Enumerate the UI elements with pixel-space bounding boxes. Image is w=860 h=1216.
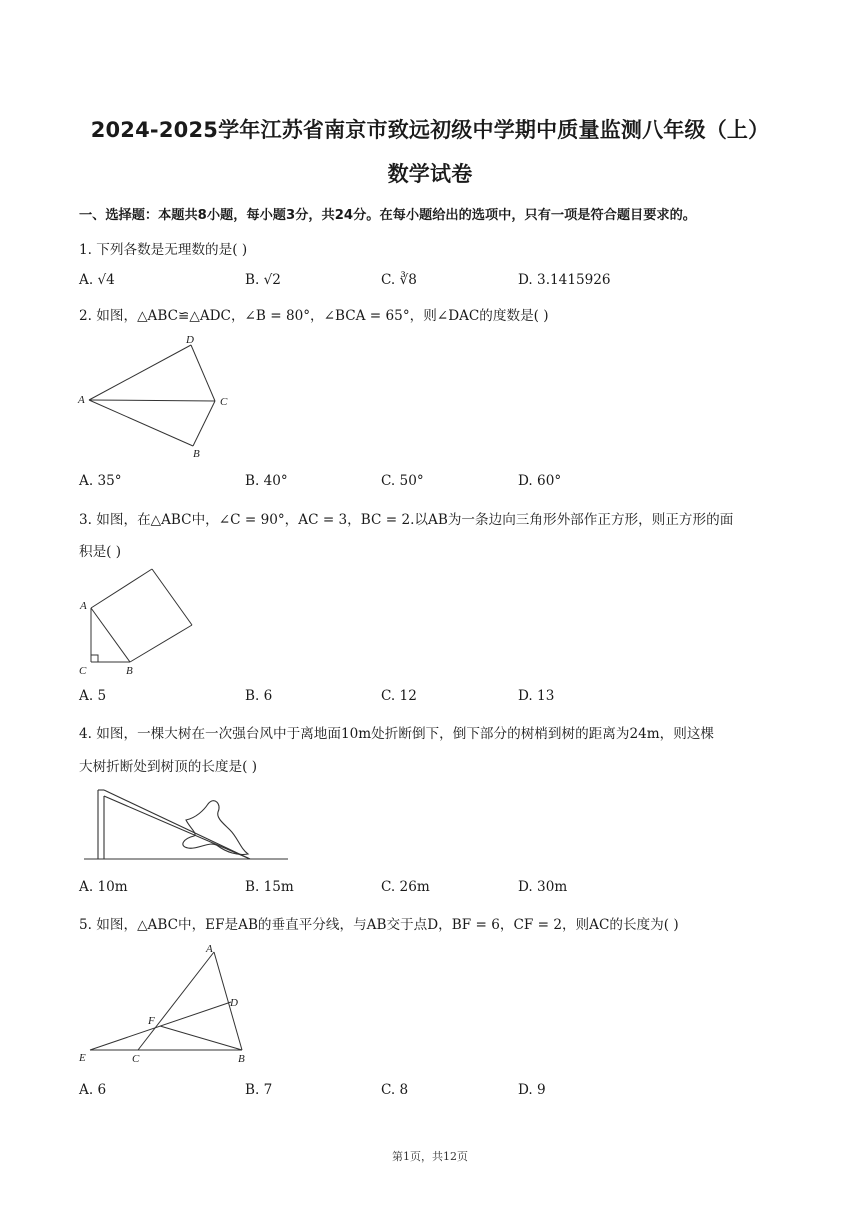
q1-option-a: A. √4 <box>79 272 115 288</box>
q2-option-b: B. 40° <box>245 473 288 489</box>
q3-option-a: A. 5 <box>79 688 107 704</box>
q4-option-a: A. 10m <box>79 879 128 895</box>
label-a: A <box>78 394 85 406</box>
label-c: C <box>79 665 87 677</box>
label-a: A <box>80 600 87 612</box>
q3-option-b: B. 6 <box>245 688 273 704</box>
q5-option-d: D. 9 <box>518 1082 546 1098</box>
page-subtitle: 数学试卷 <box>387 162 473 186</box>
question-3-stem-line2: 积是( ) <box>79 544 122 560</box>
q3-figure-triangle-square <box>76 564 200 678</box>
question-3-stem-line1: 3. 如图，在△ABC中，∠C = 90°，AC = 3，BC = 2.以AB为一条边向三角形外部作正方形，则正方形的面 <box>79 512 734 528</box>
label-c: C <box>220 396 228 408</box>
q5-option-b: B. 7 <box>245 1082 273 1098</box>
q2-figure-kite <box>76 330 236 462</box>
label-f: F <box>148 1015 155 1027</box>
q1-option-d: D. 3.1415926 <box>518 272 611 288</box>
label-a: A <box>206 943 213 955</box>
q2-option-a: A. 35° <box>79 473 122 489</box>
q2-option-c: C. 50° <box>381 473 424 489</box>
label-d: D <box>186 334 194 346</box>
label-c: C <box>132 1053 140 1065</box>
section-heading: 一、选择题：本题共8小题，每小题3分，共24分。在每小题给出的选项中，只有一项是符合题目要求的。 <box>79 208 696 223</box>
question-4-stem-line2: 大树折断处到树顶的长度是( ) <box>79 759 258 775</box>
label-d: D <box>230 997 238 1009</box>
question-5-stem: 5. 如图，△ABC中，EF是AB的垂直平分线，与AB交于点D，BF = 6，CF = 2，则AC的长度为( ) <box>79 917 679 933</box>
label-b: B <box>193 448 200 460</box>
q1-option-c: C. ∛8 <box>381 272 417 288</box>
q2-option-d: D. 60° <box>518 473 562 489</box>
label-b: B <box>126 665 133 677</box>
q4-option-c: C. 26m <box>381 879 430 895</box>
q4-option-b: B. 15m <box>245 879 294 895</box>
q3-option-c: C. 12 <box>381 688 417 704</box>
label-b: B <box>238 1053 245 1065</box>
q4-figure-broken-tree <box>78 782 292 866</box>
q1-option-b: B. √2 <box>245 272 281 288</box>
q5-option-a: A. 6 <box>79 1082 107 1098</box>
q5-option-c: C. 8 <box>381 1082 409 1098</box>
question-4-stem-line1: 4. 如图，一棵大树在一次强台风中于离地面10m处折断倒下，倒下部分的树梢到树的距离为24m，则这棵 <box>79 726 715 742</box>
q3-option-d: D. 13 <box>518 688 555 704</box>
q5-figure-triangle <box>76 940 256 1068</box>
page-title: 2024-2025学年江苏省南京市致远初级中学期中质量监测八年级（上） <box>90 118 770 142</box>
q4-option-d: D. 30m <box>518 879 568 895</box>
question-1-stem: 1. 下列各数是无理数的是( ) <box>79 242 248 258</box>
question-2-stem: 2. 如图，△ABC≌△ADC，∠B = 80°，∠BCA = 65°，则∠DAC的度数是( ) <box>79 308 549 324</box>
page-footer: 第1页，共12页 <box>392 1150 468 1163</box>
label-e: E <box>79 1052 86 1064</box>
